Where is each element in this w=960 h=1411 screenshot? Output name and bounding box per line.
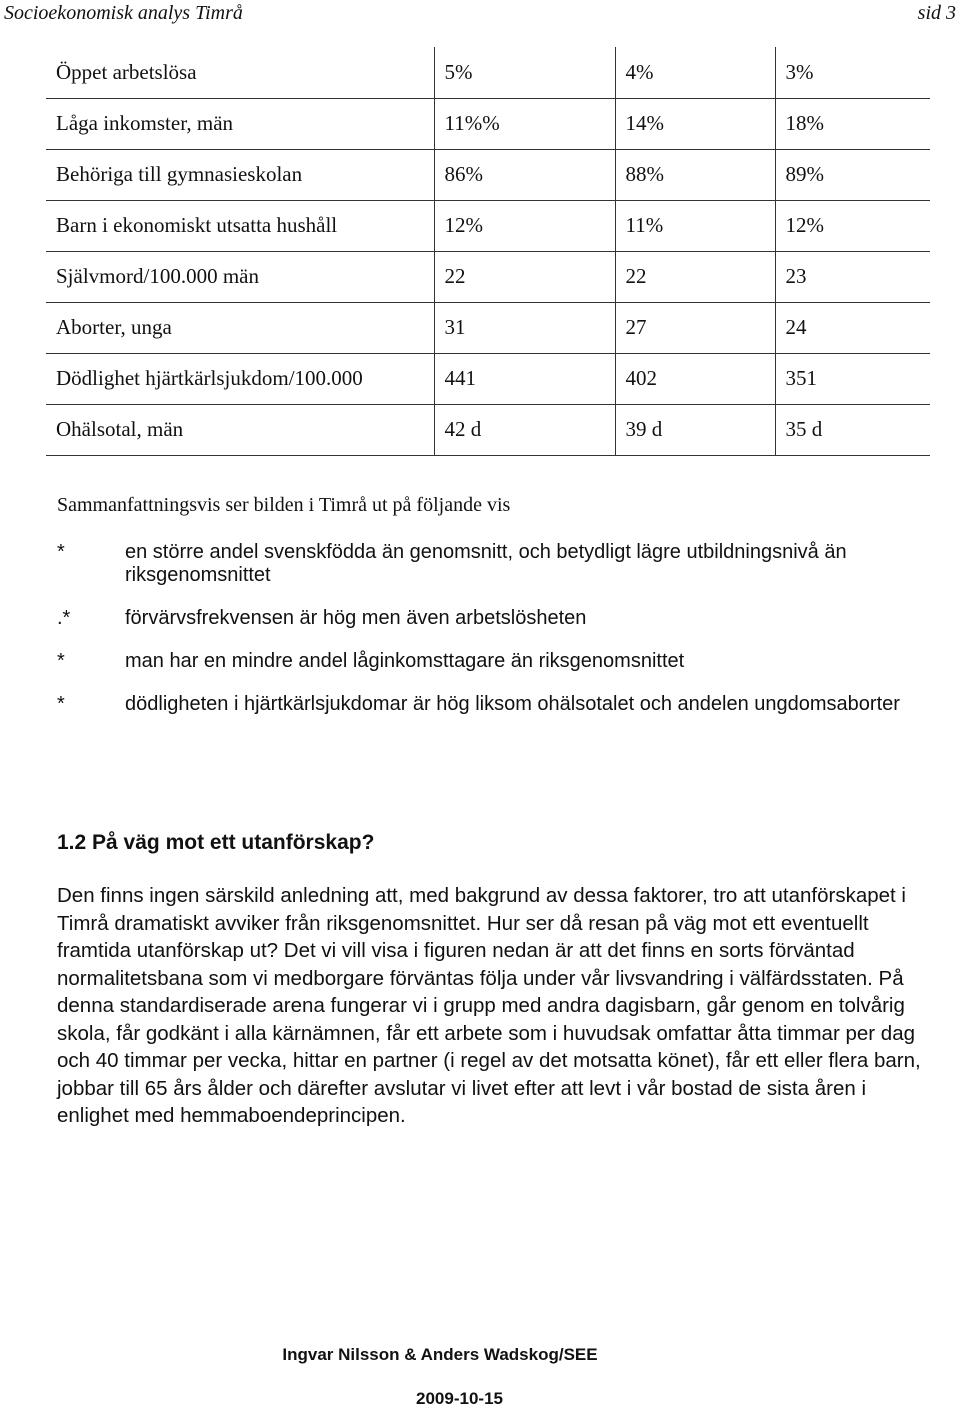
table-cell-value: 11%% xyxy=(434,98,615,149)
list-item xyxy=(57,541,927,587)
table-cell-value: 5% xyxy=(434,47,615,98)
table-cell-value: 441 xyxy=(434,353,615,404)
bullet-mark: * xyxy=(57,541,65,563)
bullet-text: man har en mindre andel låginkomsttagare än riksgenomsnittet xyxy=(125,650,685,672)
bullet-text: förvärvsfrekvensen är hög men även arbetslösheten xyxy=(125,607,587,629)
table-cell-value: 18% xyxy=(775,98,930,149)
table-row xyxy=(46,302,930,353)
list-item xyxy=(57,650,927,673)
section-heading: 1.2 På väg mot ett utanförskap? xyxy=(57,831,375,854)
table-cell-value: 89% xyxy=(775,149,930,200)
table-cell-label: Dödlighet hjärtkärlsjukdom/100.000 xyxy=(46,353,434,404)
table-cell-value: 14% xyxy=(615,98,775,149)
table-cell-value: 3% xyxy=(775,47,930,98)
table-row xyxy=(46,251,930,302)
table-cell-value: 35 d xyxy=(775,404,930,455)
table-cell-label: Ohälsotal, män xyxy=(46,404,434,455)
bullet-mark: .* xyxy=(57,607,71,629)
list-item xyxy=(57,693,927,716)
table-cell-value: 351 xyxy=(775,353,930,404)
bullet-mark: * xyxy=(57,693,65,715)
table-cell-value: 31 xyxy=(434,302,615,353)
footer-date: 2009-10-15 xyxy=(416,1389,503,1408)
body-paragraph: Den finns ingen särskild anledning att, med bakgrund av dessa faktorer, tro att utanförskapet i Timrå dramatiskt avviker från riksgenomsnittet. Hur ser då resan på väg mot ett eventuellt framtida utanförskap ut? Det vi vill visa i figuren nedan är att det finns en sorts förväntad normalitetsbana som vi medborgare förväntas följa under vår livsvandring i välfärdsstaten. På denna standardiserade arena fungerar vi i grupp med andra dagisbarn, går genom en tolvårig skola, får godkänt i alla kärnämnen, får ett arbete som i huvudsak omfattar åtta timmar per dag och 40 timmar per vecka, hittar en partner (i regel av det motsatta könet), får ett eller flera barn, jobbar till 65 års ålder och därefter avslutar vi livet efter att levt i vår bostad de sista åren i enlighet med hemmaboendeprincipen. xyxy=(57,884,921,1127)
table-cell-value: 22 xyxy=(615,251,775,302)
table-row xyxy=(46,47,930,98)
table-row xyxy=(46,149,930,200)
table-cell-value: 39 d xyxy=(615,404,775,455)
table-cell-value: 402 xyxy=(615,353,775,404)
table-cell-value: 27 xyxy=(615,302,775,353)
table-cell-value: 4% xyxy=(615,47,775,98)
table-row xyxy=(46,200,930,251)
list-item xyxy=(57,607,927,630)
summary-intro: Sammanfattningsvis ser bilden i Timrå ut på följande vis xyxy=(57,494,511,516)
table-cell-label: Självmord/100.000 män xyxy=(46,251,434,302)
summary-bullet-list xyxy=(57,541,927,736)
table-cell-value: 12% xyxy=(775,200,930,251)
table-row xyxy=(46,353,930,404)
table-cell-value: 12% xyxy=(434,200,615,251)
table-cell-value: 23 xyxy=(775,251,930,302)
statistics-table xyxy=(46,47,930,456)
table-cell-label: Låga inkomster, män xyxy=(46,98,434,149)
bullet-text: dödligheten i hjärtkärlsjukdomar är hög liksom ohälsotalet och andelen ungdomsaborter xyxy=(125,693,900,715)
bullet-mark: * xyxy=(57,650,65,672)
running-header-title: Socioekonomisk analys Timrå xyxy=(4,2,243,24)
table-cell-label: Behöriga till gymnasieskolan xyxy=(46,149,434,200)
table-cell-label: Barn i ekonomiskt utsatta hushåll xyxy=(46,200,434,251)
table-cell-value: 24 xyxy=(775,302,930,353)
table-row xyxy=(46,404,930,455)
table-row xyxy=(46,98,930,149)
table-cell-value: 86% xyxy=(434,149,615,200)
footer-authors: Ingvar Nilsson & Anders Wadskog/SEE xyxy=(282,1345,598,1364)
table-cell-value: 22 xyxy=(434,251,615,302)
table-cell-value: 88% xyxy=(615,149,775,200)
table-cell-value: 11% xyxy=(615,200,775,251)
table-cell-label: Öppet arbetslösa xyxy=(46,47,434,98)
bullet-text: en större andel svenskfödda än genomsnitt, och betydligt lägre utbildningsnivå än riksgenomsnittet xyxy=(125,541,847,586)
table-cell-value: 42 d xyxy=(434,404,615,455)
page-number: sid 3 xyxy=(917,2,956,24)
table-cell-label: Aborter, unga xyxy=(46,302,434,353)
